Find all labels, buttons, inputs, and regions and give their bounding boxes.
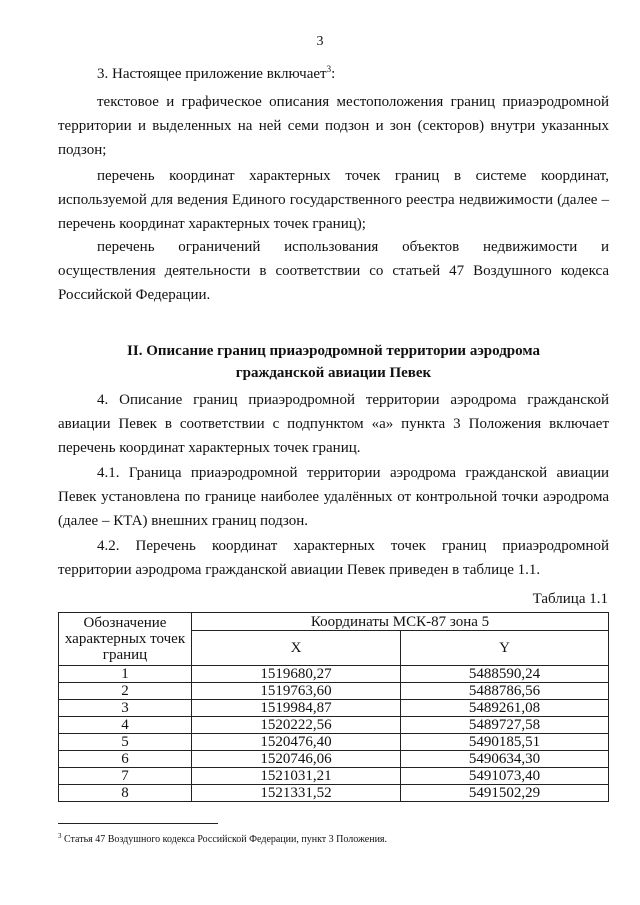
cell-y: 5488786,56: [401, 683, 609, 700]
cell-point: 3: [59, 700, 192, 717]
footnote-mark: 3: [58, 832, 62, 840]
table-row: [59, 768, 609, 785]
cell-point: 7: [59, 768, 192, 785]
cell-x: 1521331,52: [192, 785, 401, 802]
table-row: [59, 734, 609, 751]
cell-point: 2: [59, 683, 192, 700]
table-row: [59, 700, 609, 717]
cell-point: 1: [59, 666, 192, 683]
cell-x: 1520746,06: [192, 751, 401, 768]
cell-y: 5491502,29: [401, 785, 609, 802]
cell-x: 1519763,60: [192, 683, 401, 700]
cell-point: 6: [59, 751, 192, 768]
cell-y: 5490634,30: [401, 751, 609, 768]
cell-point: 8: [59, 785, 192, 802]
header-y: Y: [401, 631, 609, 666]
cell-point: 5: [59, 734, 192, 751]
cell-point: 4: [59, 717, 192, 734]
coordinates-table: [58, 612, 609, 802]
page-number: 3: [316, 34, 324, 49]
paragraph-3-colon: :: [331, 66, 336, 82]
section-heading-line2: гражданской авиации Певек: [235, 365, 432, 381]
paragraph-4: 4. Описание границ приаэродромной территории аэродрома гражданской авиации Певек в соответствии с подпунктом «а» пункта 3 Положения включает перечень координат характерных точек границ.: [58, 392, 609, 456]
cell-x: 1520222,56: [192, 717, 401, 734]
footnote: [58, 834, 387, 845]
header-coords: Координаты МСК-87 зона 5: [192, 613, 609, 631]
table-body: [59, 666, 609, 802]
footnote-ref: 3: [326, 64, 332, 74]
table-row: [59, 751, 609, 768]
paragraph-3-text: 3. Настоящее приложение включает: [97, 66, 327, 82]
paragraph-4-2: 4.2. Перечень координат характерных точек границ приаэродромной территории аэродрома гражданской авиации Певек приведен в таблице 1.1.: [58, 538, 609, 578]
footnote-text: Статья 47 Воздушного кодекса Российской Федерации, пункт 3 Положения.: [64, 834, 388, 845]
header-x: X: [192, 631, 401, 666]
cell-x: 1521031,21: [192, 768, 401, 785]
table-caption: Таблица 1.1: [532, 591, 608, 607]
cell-y: 5488590,24: [401, 666, 609, 683]
table-row: [59, 717, 609, 734]
list-item-coordinates: перечень координат характерных точек границ в системе координат, используемой для ведения Единого государственного реестра недвижимости (далее – перечень координат характерных точек границ);: [58, 168, 609, 232]
table-row: [59, 785, 609, 802]
table-row: [59, 666, 609, 683]
paragraph-4-1: 4.1. Граница приаэродромной территории аэродрома гражданской авиации Певек установлена по границе наиболее удалённых от контрольной точки аэродрома (далее – КТА) внешних границ подзон.: [58, 465, 609, 529]
cell-y: 5490185,51: [401, 734, 609, 751]
cell-y: 5489727,58: [401, 717, 609, 734]
table-row: [59, 683, 609, 700]
footnote-divider: [58, 823, 218, 824]
header-points: Обозначение характерных точек границ: [59, 613, 192, 666]
list-item-descriptions: текстовое и графическое описания местоположения границ приаэродромной территории и выделенных на ней семи подзон и зон (секторов) внутри указанных подзон;: [58, 94, 609, 158]
list-item-restrictions: перечень ограничений использования объектов недвижимости и осуществления деятельности в соответствии со статьей 47 Воздушного кодекса Российской Федерации.: [58, 239, 609, 303]
cell-x: 1519984,87: [192, 700, 401, 717]
cell-x: 1519680,27: [192, 666, 401, 683]
paragraph-3: [97, 62, 608, 86]
cell-y: 5489261,08: [401, 700, 609, 717]
section-heading-line1: II. Описание границ приаэродромной территории аэродрома: [127, 343, 540, 359]
cell-x: 1520476,40: [192, 734, 401, 751]
cell-y: 5491073,40: [401, 768, 609, 785]
